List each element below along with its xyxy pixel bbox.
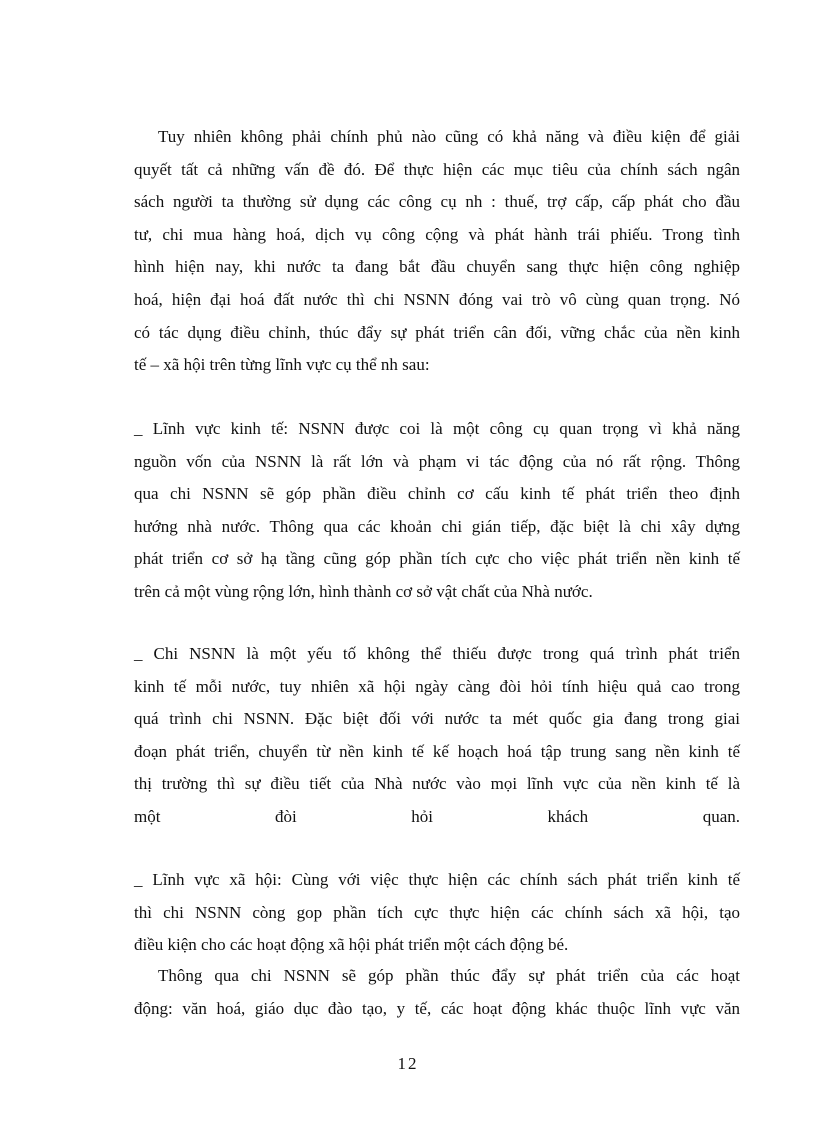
paragraph-culture bbox=[134, 960, 740, 1025]
text-line: động: văn hoá, giáo dục đào tạo, y tế, các hoạt động khác thuộc lĩnh vực văn bbox=[134, 998, 740, 1018]
paragraph-economic-field bbox=[134, 413, 740, 609]
text-line: _ Lĩnh vực kinh tế: NSNN được coi là một công cụ quan trọng vì khả năng bbox=[134, 419, 740, 438]
text-line: qua chi NSNN sẽ góp phần điều chỉnh cơ cấu kinh tế phát triển theo định bbox=[134, 484, 740, 504]
text-line: tư, chi mua hàng hoá, dịch vụ công cộng và phát hành trái phiếu. Trong tình bbox=[134, 224, 740, 244]
text-line: Thông qua chi NSNN sẽ góp phần thúc đẩy sự phát triển của các hoạt bbox=[158, 966, 740, 985]
text-line: đoạn phát triển, chuyển từ nền kinh tế kế hoạch hoá tập trung sang nền kinh tế bbox=[134, 741, 740, 761]
text-line: thị trường thì sự điều tiết của Nhà nước vào mọi lĩnh vực của nền kinh tế là bbox=[134, 774, 740, 794]
text-line: trên cả một vùng rộng lớn, hình thành cơ sở vật chất của Nhà nước. bbox=[134, 581, 593, 601]
text-line: một đòi hỏi khách quan. bbox=[134, 806, 740, 826]
text-line: hình hiện nay, khi nước ta đang bắt đầu chuyển sang thực hiện công nghiệp bbox=[134, 257, 740, 277]
text-line: _ Lĩnh vực xã hội: Cùng với việc thực hiện các chính sách phát triển kinh tế bbox=[134, 870, 740, 889]
text-line: hướng nhà nước. Thông qua các khoản chi gián tiếp, đặc biệt là chi xây dựng bbox=[134, 516, 740, 536]
text-line: phát triển cơ sở hạ tầng cũng góp phần tích cực cho việc phát triển nền kinh tế bbox=[134, 549, 740, 569]
text-line: quá trình chi NSNN. Đặc biệt đối với nước ta mét quốc gia đang trong giai bbox=[134, 709, 740, 729]
text-line: tế – xã hội trên từng lĩnh vực cụ thể nh sau: bbox=[134, 355, 430, 375]
text-line: thì chi NSNN còng gop phần tích cực thực hiện các chính sách xã hội, tạo bbox=[134, 902, 740, 922]
paragraph-social-field bbox=[134, 864, 740, 962]
paragraph-state-spending bbox=[134, 638, 740, 834]
text-line: quyết tất cả những vấn đề đó. Để thực hiện các mục tiêu của chính sách ngân bbox=[134, 159, 740, 179]
text-line: hoá, hiện đại hoá đất nước thì chi NSNN đóng vai trò vô cùng quan trọng. Nó bbox=[134, 289, 740, 309]
text-line: nguồn vốn của NSNN là rất lớn và phạm vi tác động của nó rất rộng. Thông bbox=[134, 451, 740, 471]
text-line: _ Chi NSNN là một yếu tố không thể thiếu được trong quá trình phát triển bbox=[134, 644, 740, 663]
text-line: sách người ta thường sử dụng các công cụ nh : thuế, trợ cấp, cấp phát cho đầu bbox=[134, 192, 740, 212]
text-line: kinh tế mỗi nước, tuy nhiên xã hội ngày càng đòi hỏi tính hiệu quả cao trong bbox=[134, 676, 740, 696]
page-number: 12 bbox=[397, 1054, 419, 1073]
text-line: có tác dụng điều chỉnh, thúc đẩy sự phát triển cân đối, vững chắc của nền kinh bbox=[134, 322, 740, 342]
text-line: điều kiện cho các hoạt động xã hội phát triển một cách động bé. bbox=[134, 935, 569, 955]
text-line: Tuy nhiên không phải chính phủ nào cũng có khả năng và điều kiện để giải bbox=[158, 127, 740, 146]
paragraph-intro bbox=[134, 121, 740, 382]
